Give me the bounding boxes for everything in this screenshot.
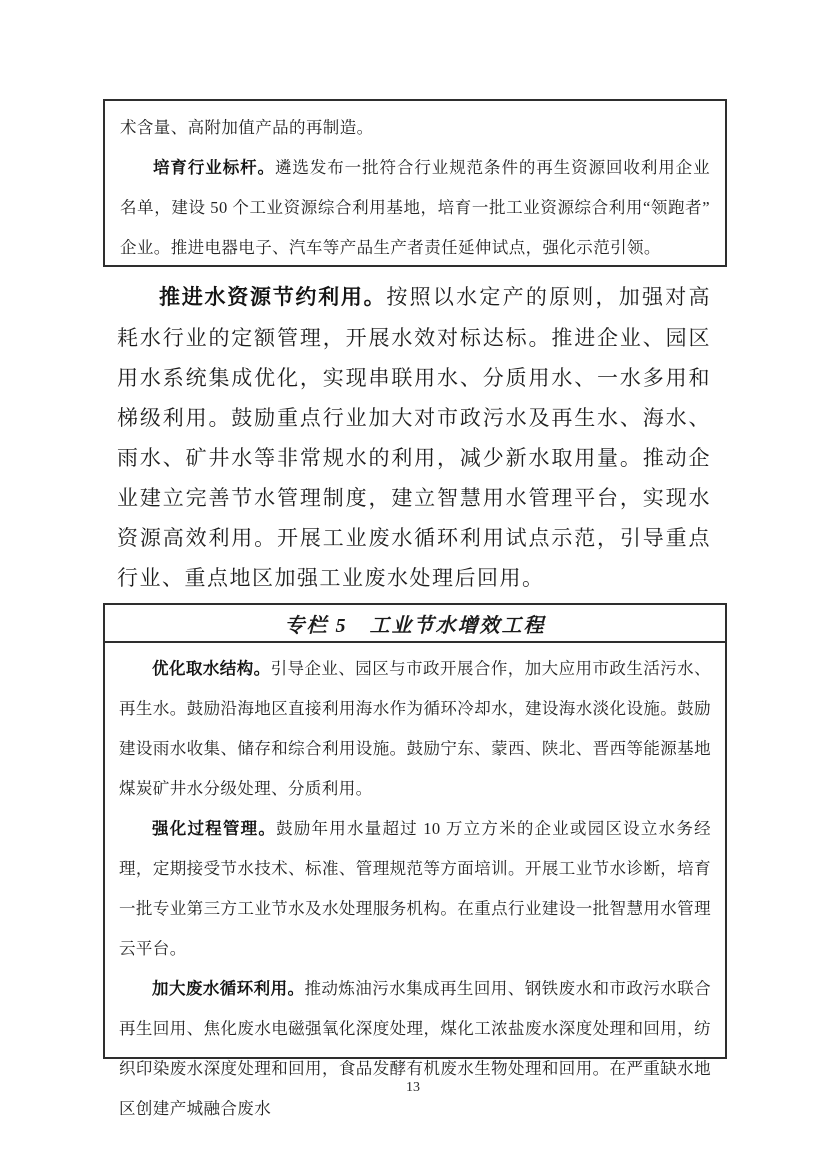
paragraph [120,108,710,148]
paragraph-text: 鼓励年用水量超过 10 万立方米的企业或园区设立水务经理，定期接受节水技术、标准、管理规范等方面培训。开展工业节水诊断，培育一批专业第三方工业节水及水处理服务机构。在重点行业建设一批智慧用水管理云平台。 [119,819,711,958]
paragraph-lead: 培育行业标杆。 [153,159,275,177]
page-number: 13 [406,1080,420,1095]
paragraph-text: 遴选发布一批符合行业规范条件的再生资源回收利用企业名单，建设 50 个工业资源综合利用基地，培育一批工业资源综合利用“领跑者”企业。推进电器电子、汽车等产品生产者责任延伸试点，强化示范引领。 [120,158,711,257]
continued-column-box [103,99,727,267]
body-paragraph-lead: 推进水资源节约利用。 [159,286,387,309]
body-paragraph [117,277,711,598]
body-paragraph-text: 按照以水定产的原则，加强对高耗水行业的定额管理，开展水效对标达标。推进企业、园区用水系统集成优化，实现串联用水、分质用水、一水多用和梯级利用。鼓励重点行业加大对市政污水及再生水、海水、雨水、矿井水等非常规水的利用，减少新水取用量。推动企业建立完善节水管理制度，建立智慧用水管理平台，实现水资源高效利用。开展工业废水循环利用试点示范，引导重点行业、重点地区加强工业废水处理后回用。 [117,285,711,590]
paragraph [120,148,710,268]
paragraph-text: 引导企业、园区与市政开展合作，加大应用市政生活污水、再生水。鼓励沿海地区直接利用海水作为循环冷却水，建设海水淡化设施。鼓励建设雨水收集、储存和综合利用设施。鼓励宁东、蒙西、陕北、晋西等能源基地煤炭矿井水分级处理、分质利用。 [119,659,711,798]
paragraph-lead: 优化取水结构。 [152,660,271,678]
paragraph [119,809,711,969]
paragraph-lead: 加大废水循环利用。 [152,980,305,998]
paragraph [119,649,711,809]
column-title: 专栏 5 工业节水增效工程 [284,614,546,637]
paragraph-lead: 强化过程管理。 [152,820,277,838]
column-content [105,643,725,1129]
paragraph-text: 推动炼油污水集成再生回用、钢铁废水和市政污水联合再生回用、焦化废水电磁强氧化深度处理，煤化工浓盐废水深度处理和回用，纺织印染废水深度处理和回用，食品发酵有机废水生物处理和回用。在严重缺水地区创建产城融合废水 [119,979,711,1118]
paragraph-text: 术含量、高附加值产品的再制造。 [120,118,374,137]
column-title-row [105,605,725,643]
paragraph [119,969,711,1129]
